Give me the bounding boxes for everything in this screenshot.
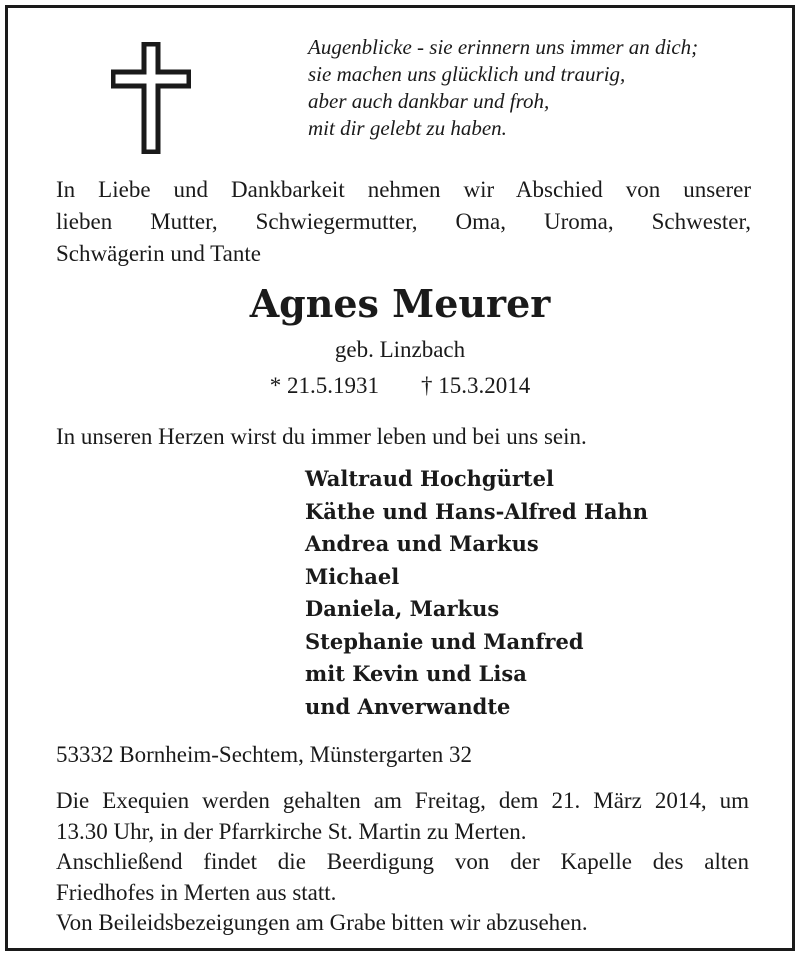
maiden-name: geb. Linzbach xyxy=(334,337,466,362)
service-line: Die Exequien werden gehalten am Freitag, dem 21. März 2014, um xyxy=(56,788,749,813)
poem-line: sie machen uns glücklich und traurig, xyxy=(308,62,626,86)
poem xyxy=(308,34,698,142)
poem-line: mit dir gelebt zu haben. xyxy=(308,116,507,140)
mourner-entry: Daniela, Markus xyxy=(305,596,500,621)
family-address: 53332 Bornheim-Sechtem, Münstergarten 32 xyxy=(56,742,473,767)
poem-line: Augenblicke - sie erinnern uns immer an dich; xyxy=(308,35,699,59)
mourner-entry: Michael xyxy=(305,563,400,589)
mourners-list xyxy=(305,463,648,723)
intro-line: Schwägerin und Tante xyxy=(56,241,261,266)
mourner-entry: und Anverwandte xyxy=(305,693,511,719)
intro-text xyxy=(56,174,751,270)
mourner-entry: Käthe und Hans-Alfred Hahn xyxy=(305,498,648,524)
intro-line: lieben Mutter, Schwiegermutter, Oma, Uroma, Schwester, xyxy=(56,209,751,234)
poem-line: aber auch dankbar und froh, xyxy=(308,89,550,113)
obituary-notice xyxy=(5,5,795,951)
mourner-entry: Waltraud Hochgürtel xyxy=(305,466,554,491)
mourner-entry: Stephanie und Manfred xyxy=(305,628,584,654)
service-line: Anschließend findet die Beerdigung von der Kapelle des alten xyxy=(56,849,749,874)
service-line: Friedhofes in Merten aus statt. xyxy=(56,879,337,905)
death-date: † 15.3.2014 xyxy=(421,373,531,398)
intro-line: In Liebe und Dankbarkeit nehmen wir Abschied von unserer xyxy=(56,177,751,202)
deceased-name: Agnes Meurer xyxy=(249,281,551,326)
service-line: 13.30 Uhr, in der Pfarrkirche St. Martin zu Merten. xyxy=(56,818,527,844)
motto-text: In unseren Herzen wirst du immer leben und bei uns sein. xyxy=(56,424,587,449)
mourner-entry: Andrea und Markus xyxy=(305,531,539,556)
service-line: Von Beileidsbezeigungen am Grabe bitten wir abzusehen. xyxy=(56,910,588,935)
life-dates xyxy=(8,371,792,401)
birth-date: * 21.5.1931 xyxy=(269,373,379,398)
service-info xyxy=(56,786,749,939)
mourner-entry: mit Kevin und Lisa xyxy=(305,661,527,686)
cross-icon xyxy=(111,42,191,154)
